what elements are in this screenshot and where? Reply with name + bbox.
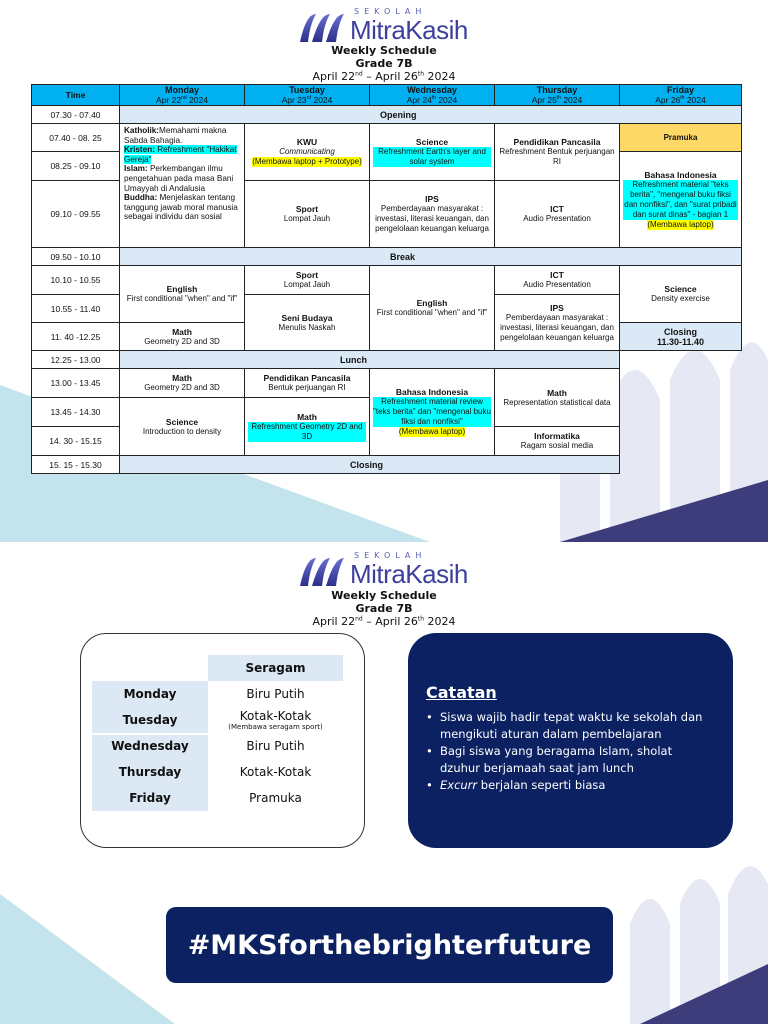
class-cell: English First conditional "when" and "if" xyxy=(119,265,245,323)
uniform-row: Tuesday Kotak-Kotak (Membawa seragam sport) xyxy=(122,708,323,731)
class-cell: Seni Budaya Menulis Naskah xyxy=(244,294,370,351)
time-slot: 09.10 - 09.55 xyxy=(31,180,120,248)
class-cell: Math Geometry 2D and 3D xyxy=(119,322,245,351)
time-slot: 11. 40 -12.25 xyxy=(31,322,120,351)
time-header: Time xyxy=(31,84,120,106)
grade-label: Grade 7B xyxy=(355,57,413,70)
note-item: • Excurr berjalan seperti biasa xyxy=(426,777,715,794)
logo-m-icon xyxy=(298,10,352,44)
grade-label: Grade 7B xyxy=(355,602,413,615)
note-item: • Bagi siswa yang beragama Islam, sholat dzuhur berjamaah saat jam lunch xyxy=(426,743,715,777)
class-cell: IPS Pemberdayaan masyarakat : investasi, literasi keuangan, dan pengelolaan keuangan keluarga xyxy=(369,180,495,248)
uniform-row: Monday Biru Putih xyxy=(123,686,305,701)
time-slot: 07.30 - 07.40 xyxy=(31,105,120,124)
class-cell: English First conditional "when" and "if" xyxy=(369,265,495,351)
time-slot: 13.00 - 13.45 xyxy=(31,368,120,398)
class-cell: KWU Communicating (Membawa laptop + Prototype) xyxy=(244,123,370,181)
uniform-row: Friday Pramuka xyxy=(129,790,302,805)
uniform-header: Seragam xyxy=(208,655,343,681)
break-row: Break xyxy=(119,247,742,266)
class-cell: IPS Pemberdayaan masyarakat : investasi, literasi keuangan, dan pengelolaan keuangan keluarga xyxy=(494,294,620,351)
day-header-thursday: Thursday Apr 25th 2024 xyxy=(494,84,620,106)
date-range: April 22nd – April 26th 2024 xyxy=(312,70,456,83)
class-cell: Informatika Ragam sosial media xyxy=(494,426,620,456)
time-slot: 12.25 - 13.00 xyxy=(31,350,120,369)
class-cell: Sport Lompat Jauh xyxy=(244,180,370,248)
time-slot: 14. 30 - 15.15 xyxy=(31,426,120,456)
notes-title: Catatan xyxy=(426,683,497,702)
hashtag-banner: #MKSforthebrighterfuture xyxy=(166,907,613,983)
info-page xyxy=(0,544,768,1024)
time-slot: 15. 15 - 15.30 xyxy=(31,455,120,474)
closing-row: Closing xyxy=(119,455,620,474)
class-cell: Bahasa Indonesia Refreshment material review "teks berita" dan "mengenal buku fiksi dan nonfiksi" (Membawa laptop) xyxy=(369,368,495,456)
uniform-card xyxy=(80,633,365,848)
day-header-friday: Friday Apr 26th 2024 xyxy=(619,84,742,106)
class-cell: Pendidikan Pancasila Refreshment Bentuk perjuangan RI xyxy=(494,123,620,181)
school-logo: SEKOLAH MitraKasih xyxy=(298,552,478,587)
lunch-row: Lunch xyxy=(119,350,620,369)
note-item: • Siswa wajib hadir tepat waktu ke sekolah dan mengikuti aturan dalam pembelajaran xyxy=(426,709,715,743)
opening-row: Opening xyxy=(119,105,742,124)
notes-card xyxy=(408,633,733,848)
day-header-tuesday: Tuesday Apr 23rd 2024 xyxy=(244,84,370,106)
class-cell: ICT Audio Presentation xyxy=(494,265,620,295)
class-cell: ICT Audio Presentation xyxy=(494,180,620,248)
time-slot: 09.50 - 10.10 xyxy=(31,247,120,266)
time-slot: 07.40 - 08. 25 xyxy=(31,123,120,152)
day-header-monday: Monday Apr 22nd 2024 xyxy=(119,84,245,106)
class-cell: Science Refreshment Earth's layer and solar system xyxy=(369,123,495,181)
class-cell: Math Representation statistical data xyxy=(494,368,620,427)
uniform-row: Wednesday Biru Putih xyxy=(111,738,305,753)
class-cell: Science Density exercise xyxy=(619,265,742,323)
time-slot: 10.55 - 11.40 xyxy=(31,294,120,323)
logo-m-icon xyxy=(298,554,352,588)
class-cell: Bahasa Indonesia Refreshment material "teks berita", "mengenal buku fiksi dan nonfiksi", dan "surat pribadi dan surat dinas" - bagian 1 (Membawa laptop) xyxy=(619,151,742,248)
friday-closing-cell: Closing 11.30-11.40 xyxy=(619,322,742,351)
uniform-row: Thursday Kotak-Kotak xyxy=(118,764,312,779)
pramuka-cell: Pramuka xyxy=(619,123,742,152)
page-title: Weekly Schedule xyxy=(331,44,437,57)
class-cell: Math Geometry 2D and 3D xyxy=(119,368,245,398)
notes-list xyxy=(426,709,715,794)
class-cell: Sport Lompat Jauh xyxy=(244,265,370,295)
time-slot: 13.45 - 14.30 xyxy=(31,397,120,427)
time-slot: 10.10 - 10.55 xyxy=(31,265,120,295)
schedule-table xyxy=(31,84,741,473)
class-cell: Pendidikan Pancasila Bentuk perjuangan RI xyxy=(244,368,370,398)
class-cell: Math Refreshment Geometry 2D and 3D xyxy=(244,397,370,456)
date-range: April 22nd – April 26th 2024 xyxy=(312,615,456,628)
school-logo: SEKOLAH MitraKasih xyxy=(298,8,478,43)
page-title: Weekly Schedule xyxy=(331,589,437,602)
monday-religion-cell: Katholik:Memahami makna Sabda Bahagia. Kristen: Refreshment "Hakikat Gereja" Islam: Perkembangan ilmu pengetahuan pada masa Bani Umayyah di Andalusia Buddha: Menjelaskan tentang tanggung jawab moral manusia sebagai individu dan sosial xyxy=(119,123,245,248)
time-slot: 08.25 - 09.10 xyxy=(31,151,120,181)
day-header-wednesday: Wednesday Apr 24th 2024 xyxy=(369,84,495,106)
class-cell: Science Introduction to density xyxy=(119,397,245,456)
